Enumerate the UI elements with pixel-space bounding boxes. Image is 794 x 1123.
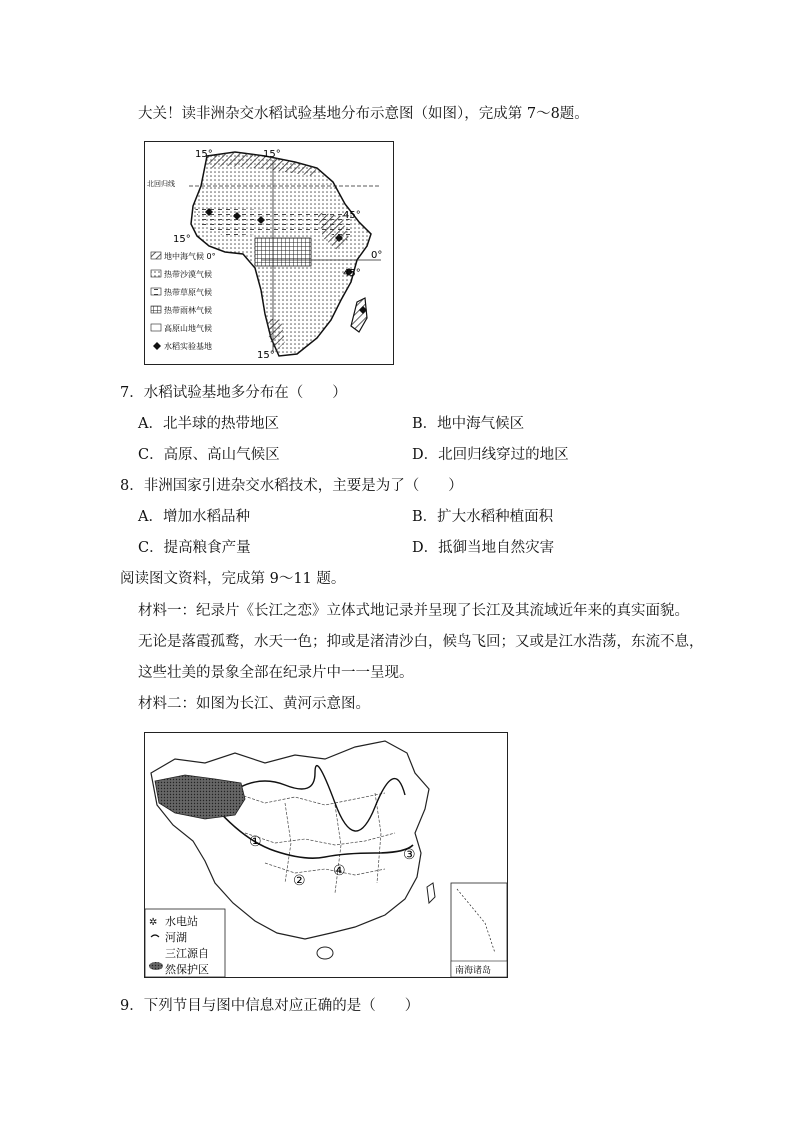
legend-highland: 高原山地气候	[164, 324, 212, 333]
circle-label-1: ①	[249, 834, 262, 850]
material1-line3: 这些壮美的景象全部在纪录片中一一呈现。	[138, 665, 414, 681]
rainforest-area	[255, 238, 311, 266]
legend-reserve-1: 三江源自	[165, 947, 209, 960]
circle-label-2: ②	[293, 873, 306, 889]
legend-reserve-2: 然保护区	[165, 963, 209, 976]
legend-savanna: 热带草原气候	[164, 288, 212, 297]
map2-legend	[145, 909, 225, 977]
q8-stem: 8．非洲国家引进杂交水稻技术，主要是为了（ ）	[120, 478, 463, 494]
map1-legend	[151, 251, 216, 351]
lat-15-top-left: 15°	[195, 149, 213, 160]
legend-hydro: 水电站	[165, 915, 198, 928]
material1-line1: 材料一：纪录片《长江之恋》立体式地记录并呈现了长江及其流域近年来的真实面貌。	[138, 603, 689, 619]
intro-7-8: 大关！读非洲杂交水稻试验基地分布示意图（如图），完成第 7～8题。	[138, 106, 589, 122]
africa-climate-map	[144, 141, 394, 365]
intro-9-11: 阅读图文资料，完成第 9～11 题。	[120, 571, 346, 587]
material1-line2: 无论是落霞孤鹜，水天一色；抑或是渚清沙白，候鸟飞回；又或是江水浩荡，东流不息，	[138, 634, 704, 650]
q9-stem: 9．下列节目与图中信息对应正确的是（ ）	[120, 998, 420, 1014]
material2: 材料二：如图为长江、黄河示意图。	[138, 696, 370, 712]
legend-desert: 热带沙漠气候	[164, 270, 212, 279]
legend-rainforest: 热带雨林气候	[164, 306, 212, 315]
madagascar	[351, 298, 367, 332]
q7-stem: 7．水稻试验基地多分布在（ ）	[120, 385, 347, 401]
q7-option-b: B．地中海气候区	[412, 416, 525, 432]
inset-label: 南海诸岛	[455, 966, 492, 976]
circle-label-3: ③	[403, 847, 416, 863]
q7-option-d: D．北回归线穿过的地区	[412, 447, 569, 463]
lon-15-left: 15°	[173, 234, 191, 245]
lat-15-bottom: 15°	[257, 350, 275, 361]
lon-45-bottom: 45°	[343, 268, 361, 279]
equator-label: 0°	[371, 250, 383, 261]
yangtze-yellow-river-map	[144, 732, 508, 978]
lon-45-top: 45°	[343, 210, 361, 221]
legend-rice-base: 水稻实验基地	[164, 342, 212, 351]
lat-15-top: 15°	[263, 149, 281, 160]
q8-option-d: D．抵御当地自然灾害	[412, 540, 555, 556]
q8-option-b: B．扩大水稻种植面积	[412, 509, 554, 525]
q7-option-c: C．高原、高山气候区	[138, 447, 280, 463]
south-china-sea-inset	[451, 883, 507, 977]
legend-mediterranean: 地中海气候 0°	[164, 252, 216, 261]
svg-text:✲: ✲	[149, 917, 158, 928]
q8-option-c: C．提高粮食产量	[138, 540, 251, 556]
tropic-label: 北回归线	[147, 180, 175, 188]
legend-river: 河湖	[165, 931, 187, 944]
q8-option-a: A．增加水稻品种	[138, 509, 250, 525]
circle-label-4: ④	[333, 863, 346, 879]
q7-option-a: A．北半球的热带地区	[138, 416, 279, 432]
